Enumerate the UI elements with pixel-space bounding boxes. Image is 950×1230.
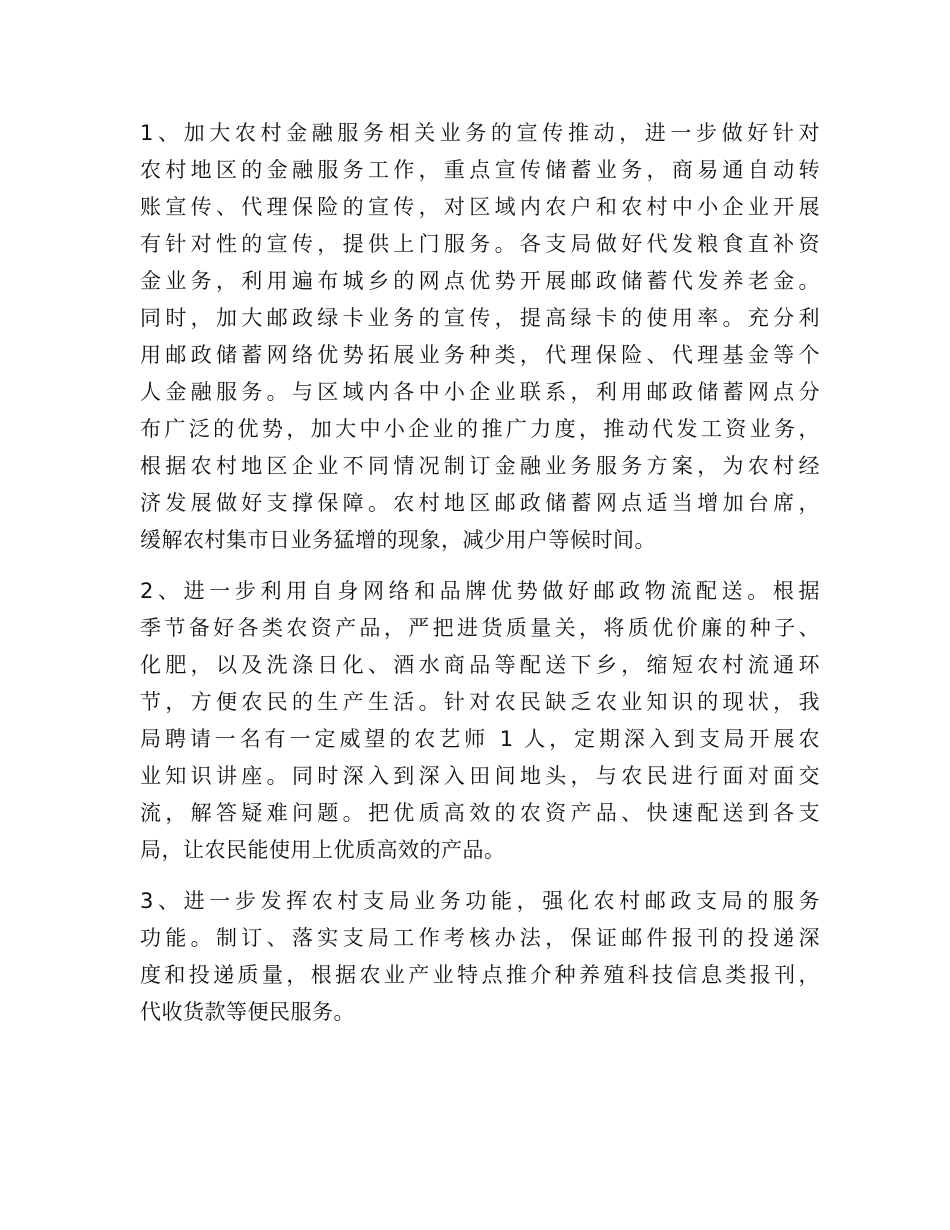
text-line: 流，解答疑难问题。把优质高效的农资产品、快速配送到各支 [140, 801, 820, 825]
text-line: 局，让农民能使用上优质高效的产品。 [140, 838, 506, 862]
paragraph-1 [140, 115, 820, 559]
text-line: 根据农村地区企业不同情况制订金融业务服务方案，为农村经 [140, 454, 820, 478]
text-line: 局聘请一名有一定威望的农艺师 1 人，定期深入到支局开展农 [140, 727, 820, 751]
text-line: 业知识讲座。同时深入到深入田间地头，与农民进行面对面交 [140, 764, 820, 788]
text-line: 季节备好各类农资产品，严把进货质量关，将质优价廉的种子、 [140, 616, 820, 640]
text-line: 人金融服务。与区域内各中小企业联系，利用邮政储蓄网点分 [140, 380, 820, 404]
text-line: 化肥，以及洗涤日化、酒水商品等配送下乡，缩短农村流通环 [140, 653, 820, 677]
text-line: 3、进一步发挥农村支局业务功能，强化农村邮政支局的服务 [140, 889, 820, 913]
text-line: 农村地区的金融服务工作，重点宣传储蓄业务，商易通自动转 [140, 158, 820, 182]
text-line: 有针对性的宣传，提供上门服务。各支局做好代发粮食直补资 [140, 232, 820, 256]
text-line: 用邮政储蓄网络优势拓展业务种类，代理保险、代理基金等个 [140, 343, 820, 367]
text-line: 度和投递质量，根据农业产业特点推介种养殖科技信息类报刊， [140, 963, 820, 987]
paragraph-2 [140, 573, 820, 869]
text-line: 金业务，利用遍布城乡的网点优势开展邮政储蓄代发养老金。 [140, 269, 820, 293]
text-line: 代收货款等便民服务。 [140, 1000, 355, 1024]
text-line: 2、进一步利用自身网络和品牌优势做好邮政物流配送。根据 [140, 579, 820, 603]
text-line: 济发展做好支撑保障。农村地区邮政储蓄网点适当增加台席， [140, 491, 820, 515]
text-line: 节，方便农民的生产生活。针对农民缺乏农业知识的现状，我 [140, 690, 820, 714]
text-line: 功能。制订、落实支局工作考核办法，保证邮件报刊的投递深 [140, 926, 820, 950]
text-line: 同时，加大邮政绿卡业务的宣传，提高绿卡的使用率。充分利 [140, 306, 820, 330]
text-line: 1、加大农村金融服务相关业务的宣传推动，进一步做好针对 [140, 121, 820, 145]
text-line: 账宣传、代理保险的宣传，对区域内农户和农村中小企业开展 [140, 195, 820, 219]
text-line: 缓解农村集市日业务猛增的现象，减少用户等候时间。 [140, 528, 656, 552]
text-line: 布广泛的优势，加大中小企业的推广力度，推动代发工资业务， [140, 417, 820, 441]
paragraph-3 [140, 883, 820, 1031]
document-body [140, 115, 820, 1045]
